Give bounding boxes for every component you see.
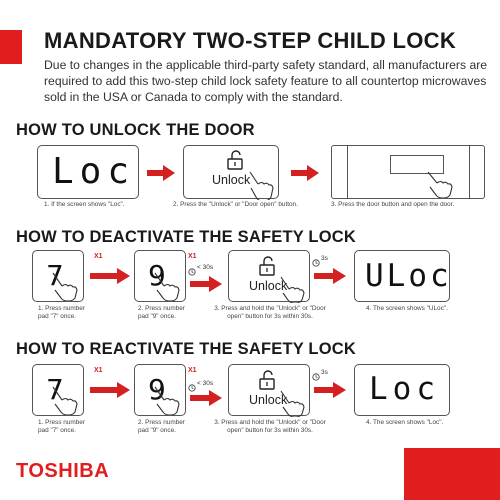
- step-caption: 1. Press number pad "7" once.: [38, 419, 85, 434]
- number-pad-7: [32, 364, 84, 416]
- arrow-right-icon: [314, 382, 346, 403]
- timer-label: < 30s: [197, 380, 214, 387]
- repeat-count-badge: X1: [94, 253, 103, 260]
- number-pad-9: [134, 364, 186, 416]
- step-card-unlock-button: [183, 145, 279, 199]
- lcd-display: Loc: [369, 371, 440, 407]
- lcd-display: ULoc: [365, 258, 452, 294]
- pointing-hand-icon: [277, 389, 305, 422]
- digit-label: 7: [46, 259, 64, 292]
- section-title-unlock: HOW TO UNLOCK THE DOOR: [16, 121, 255, 139]
- step-caption: 1. If the screen shows "Loc".: [44, 201, 125, 208]
- step-caption: 3. Press the door button and open the door.: [331, 201, 455, 208]
- unlock-button-label: Unlock: [249, 393, 288, 407]
- pointing-hand-icon: [424, 168, 454, 203]
- number-pad-7: [32, 250, 84, 302]
- red-accent-block-bottom: [404, 448, 500, 500]
- step-card-loc-display: [354, 364, 450, 416]
- section-title-deactivate: HOW TO DEACTIVATE THE SAFETY LOCK: [16, 228, 356, 246]
- timer-label: 3s: [321, 369, 328, 376]
- step-card-uloc-display: [354, 250, 450, 302]
- step-caption: 2. Press number pad "9" once.: [138, 305, 185, 320]
- step-caption: 3. Press and hold the "Unlock" or "Door open" button for 3s within 30s.: [214, 305, 326, 320]
- digit-label: 9: [148, 373, 166, 406]
- unlock-button-label: Unlock: [212, 173, 251, 187]
- pointing-hand-icon: [151, 271, 181, 306]
- pointing-hand-icon: [49, 385, 79, 420]
- unlock-button-label: Unlock: [249, 279, 288, 293]
- lcd-display: Loc: [52, 151, 136, 192]
- brand-logo: TOSHIBA: [16, 460, 110, 482]
- repeat-count-badge: X1: [188, 253, 197, 260]
- pointing-hand-icon: [49, 271, 79, 306]
- timer-label: < 30s: [197, 264, 214, 271]
- arrow-right-icon: [90, 382, 130, 403]
- step-caption: 1. Press number pad "7" once.: [38, 305, 85, 320]
- step-caption: 2. Press number pad "9" once.: [138, 419, 185, 434]
- timer-label: 3s: [321, 255, 328, 262]
- pointing-hand-icon: [151, 385, 181, 420]
- step-caption: 2. Press the "Unlock" or "Door open" button.: [173, 201, 298, 208]
- intro-paragraph: Due to changes in the applicable third-party safety standard, all manufacturers are required to add this two-step child lock safety feature to all countertop microwaves sold in the USA or Canada to comply with the standard.: [44, 58, 488, 104]
- step-card-loc-display: [37, 145, 139, 199]
- pointing-hand-icon: [277, 275, 305, 308]
- pointing-hand-icon: [246, 170, 274, 205]
- step-card-microwave-door: [331, 145, 485, 199]
- red-accent-block-top: [0, 30, 22, 64]
- step-caption: 4. The screen shows "Loc".: [366, 419, 444, 426]
- arrow-right-icon: [190, 390, 222, 411]
- repeat-count-badge: X1: [94, 367, 103, 374]
- page-title: MANDATORY TWO-STEP CHILD LOCK: [44, 28, 457, 53]
- number-pad-9: [134, 250, 186, 302]
- arrow-right-icon: [147, 165, 175, 186]
- step-caption: 3. Press and hold the "Unlock" or "Door open" button for 3s within 30s.: [214, 419, 326, 434]
- digit-label: 9: [148, 259, 166, 292]
- step-card-unlock-hold: [228, 250, 310, 302]
- step-caption: 4. The screen shows "ULoc".: [366, 305, 448, 312]
- repeat-count-badge: X1: [188, 367, 197, 374]
- arrow-right-icon: [90, 268, 130, 289]
- step-card-unlock-hold: [228, 364, 310, 416]
- arrow-right-icon: [314, 268, 346, 289]
- arrow-right-icon: [190, 276, 222, 297]
- digit-label: 7: [46, 373, 64, 406]
- section-title-reactivate: HOW TO REACTIVATE THE SAFETY LOCK: [16, 340, 356, 358]
- arrow-right-icon: [291, 165, 319, 186]
